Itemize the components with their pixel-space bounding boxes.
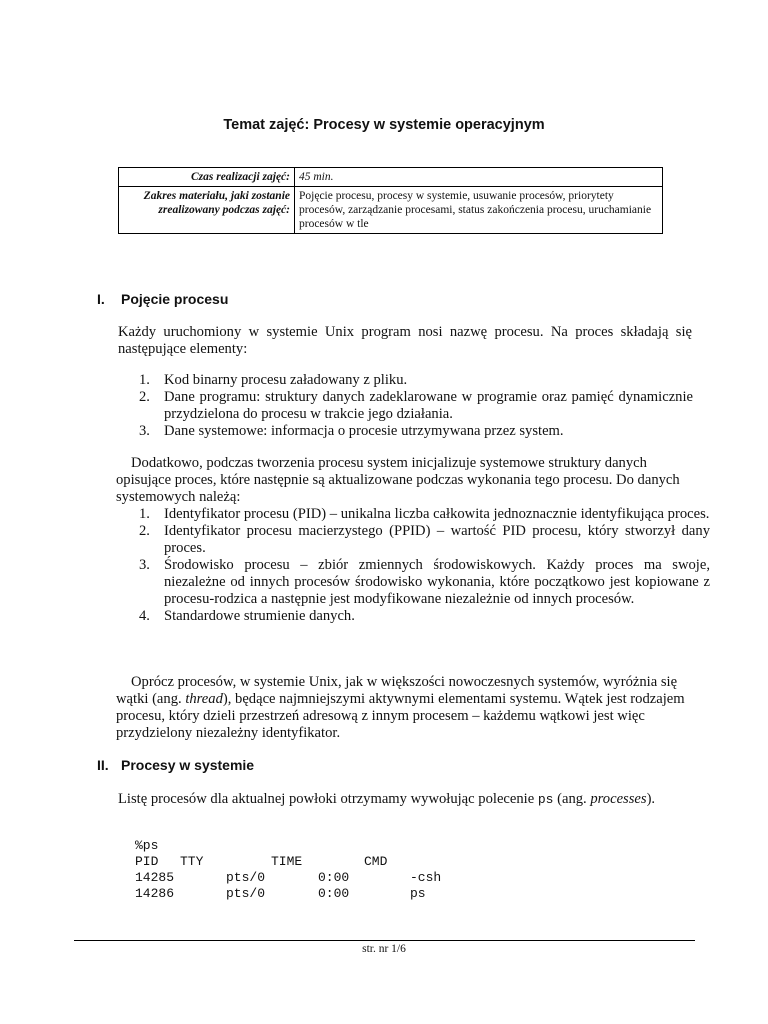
list-item: 4. Standardowe strumienie danych. bbox=[139, 608, 355, 624]
section-number: II. bbox=[97, 757, 109, 773]
section-number: I. bbox=[97, 291, 105, 307]
list-item: 2. Dane programu: struktury danych zadeklarowane w programie oraz pamięć dynamicznie przydzielona do procesu w trakcie jego działania. bbox=[139, 389, 693, 422]
ps-paragraph: Listę procesów dla aktualnej powłoki otrzymamy wywołując polecenie ps (ang. processes). bbox=[118, 791, 656, 807]
additional-paragraph: Dodatkowo, podczas tworzenia procesu system inicjalizuje systemowe struktury danych opisujące proces, które następnie są aktualizowane podczas wykonania tego procesu. Do danych systemowych należą: bbox=[116, 455, 680, 505]
code-row: 14286 pts/0 0:00 ps bbox=[135, 886, 426, 901]
threads-paragraph: Oprócz procesów, w systemie Unix, jak w większości nowoczesnych systemów, wyróżnia się wątki (ang. thread), będące najmniejszymi aktywnymi elementami systemu. Wątek jest rodzajem procesu, który dzieli przestrzeń adresową z innym procesem – każdemu wątkowi jest więc przydzielony niezależny identyfikator. bbox=[116, 674, 685, 741]
section-title: Procesy w systemie bbox=[121, 757, 255, 773]
code-header-row: PID TTY TIME CMD bbox=[135, 854, 388, 869]
table-row bbox=[119, 168, 663, 187]
time-value: 45 min. bbox=[295, 168, 663, 187]
list-item: 1. Identyfikator procesu (PID) – unikalna liczba całkowita jednoznacznie identyfikująca proces. bbox=[139, 506, 710, 522]
list-item: 2. Identyfikator procesu macierzystego (PPID) – wartość PID procesu, który stworzył dany proces. bbox=[139, 523, 710, 556]
page-title: Temat zajęć: Procesy w systemie operacyjnym bbox=[223, 117, 545, 133]
list-item: 1. Kod binarny procesu załadowany z pliku. bbox=[139, 372, 408, 388]
code-prompt: %ps bbox=[135, 838, 159, 853]
time-label: Czas realizacji zajęć: bbox=[119, 168, 295, 187]
scope-label: Zakres materiału, jaki zostanie zrealizowany podczas zajęć: bbox=[119, 187, 295, 234]
footer-divider bbox=[74, 940, 695, 941]
intro-paragraph: Każdy uruchomiony w systemie Unix program nosi nazwę procesu. Na proces składają się następujące elementy: bbox=[118, 324, 692, 357]
ps-output bbox=[135, 838, 495, 902]
system-data-list bbox=[139, 506, 710, 625]
code-row: 14285 pts/0 0:00 -csh bbox=[135, 870, 442, 885]
info-table bbox=[118, 167, 663, 234]
ps-command: ps bbox=[537, 792, 554, 807]
list-item: 3. Dane systemowe: informacja o procesie utrzymywana przez system. bbox=[139, 423, 564, 439]
scope-value: Pojęcie procesu, procesy w systemie, usuwanie procesów, priorytety procesów, zarządzanie procesami, status zakończenia procesu, uruchamianie procesów w tle bbox=[295, 187, 663, 234]
page-number: str. nr 1/6 bbox=[362, 943, 406, 955]
list-item: 3. Środowisko procesu – zbiór zmiennych środowiskowych. Każdy proces ma swoje, niezależne od innych procesów środowisko wykonania, które początkowo jest kopiowane z procesu-rodzica a następnie jest modyfikowane niezależnie od innych procesów. bbox=[139, 557, 710, 607]
process-elements-list bbox=[139, 372, 693, 440]
table-row bbox=[119, 187, 663, 234]
section-title: Pojęcie procesu bbox=[121, 291, 229, 307]
